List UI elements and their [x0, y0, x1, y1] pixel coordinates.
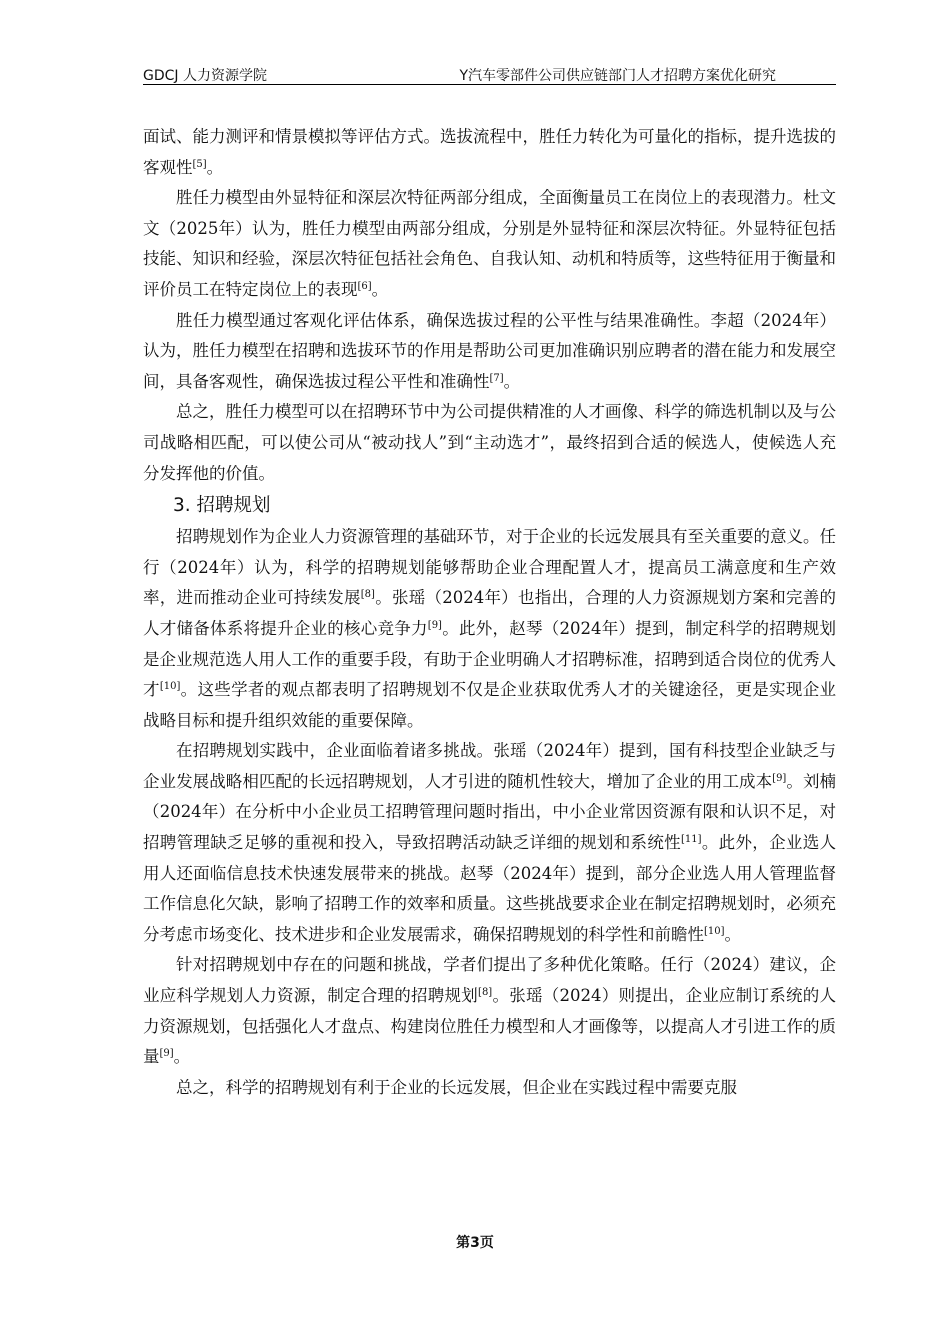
citation-ref: [6]: [357, 280, 372, 292]
citation-ref: [10]: [704, 925, 725, 937]
paragraph: [143, 183, 836, 305]
text-segment: 。这些学者的观点都表明了招聘规划不仅是企业获取优秀人才的关键途径，更是实现企业战略目标和提升组织效能的重要保障。: [143, 680, 837, 730]
citation-ref: [8]: [360, 589, 375, 601]
paragraph: [143, 522, 836, 736]
running-header: [143, 62, 836, 85]
page-number: 第3页: [456, 1235, 494, 1251]
text-segment: 。: [724, 924, 742, 944]
text-segment: 总之，胜任力模型可以在招聘环节中为公司提供精准的人才画像、科学的筛选机制以及与公司战略相匹配，可以使公司从“被动找人”到“主动选才”，最终招到合适的候选人，使候选人充分发挥他的价值。: [143, 402, 836, 483]
section-competency: [143, 122, 836, 489]
paragraph: [143, 397, 836, 489]
text-segment: 胜任力模型由外显特征和深层次特征两部分组成，全面衡量员工在岗位上的表现潜力。杜文文（2025年）认为，胜任力模型由两部分组成，分别是外显特征和深层次特征。外显特征包括技能、知识和经验，深层次特征包括社会角色、自我认知、动机和特质等，这些特征用于衡量和评价员工在特定岗位上的表现: [143, 188, 836, 299]
paragraph: [143, 736, 836, 950]
citation-ref: [9]: [159, 1048, 174, 1060]
section-recruitment-planning: [143, 522, 836, 1103]
text-segment: 面试、能力测评和情景模拟等评估方式。选拔流程中，胜任力转化为可量化的指标，提升选拔的客观性: [143, 127, 836, 177]
paragraph: [143, 306, 836, 398]
paragraph: [143, 122, 836, 183]
text-segment: 。: [503, 371, 521, 391]
text-segment: 。张瑶（2024）则提出，企业应制订系统的人力资源规划，包括强化人才盘点、构建岗位胜任力模型和人才画像等，以提高人才引进工作的质量: [143, 986, 836, 1067]
citation-ref: [9]: [427, 619, 442, 631]
citation-ref: [9]: [772, 772, 787, 784]
text-segment: 。: [173, 1047, 191, 1067]
text-segment: 。: [371, 279, 389, 299]
text-segment: 在招聘规划实践中，企业面临着诸多挑战。张瑶（2024年）提到，国有科技型企业缺乏与企业发展战略相匹配的长远招聘规划，人才引进的随机性较大，增加了企业的用工成本: [143, 741, 836, 791]
text-segment: 胜任力模型通过客观化评估体系，确保选拔过程的公平性与结果准确性。李超（2024年）认为，胜任力模型在招聘和选拔环节的作用是帮助公司更加准确识别应聘者的潜在能力和发展空间，具备客观性，确保选拔过程公平性和准确性: [143, 310, 836, 391]
citation-ref: [5]: [192, 158, 207, 170]
text-segment: 总之，科学的招聘规划有利于企业的长远发展，但企业在实践过程中需要克服: [176, 1077, 737, 1097]
header-thesis-title: Y汽车零部件公司供应链部门人才招聘方案优化研究: [459, 68, 776, 84]
section-heading: 3. 招聘规划: [173, 495, 271, 517]
citation-ref: [10]: [159, 681, 181, 693]
citation-ref: [8]: [478, 987, 493, 999]
text-segment: 。此外，企业选人用人还面临信息技术快速发展带来的挑战。赵琴（2024年）提到，部分企业选人用人管理监督工作信息化欠缺，影响了招聘工作的效率和质量。这些挑战要求企业在制定招聘规划时，必须充分考虑市场变化、技术进步和企业发展需求，确保招聘规划的科学性和前瞻性: [143, 833, 837, 944]
text-segment: 招聘规划作为企业人力资源管理的基础环节，对于企业的长远发展具有至关重要的意义。任行（2024年）认为，科学的招聘规划能够帮助企业合理配置人才，提高员工满意度和生产效率，进而推动企业可持续发展: [143, 527, 836, 608]
paragraph: [143, 950, 836, 1072]
paragraph: [143, 1073, 836, 1104]
citation-ref: [7]: [489, 372, 504, 384]
body-text: [143, 122, 836, 1103]
citation-ref: [11]: [680, 834, 702, 846]
text-segment: 针对招聘规划中存在的问题和挑战，学者们提出了多种优化策略。任行（2024）建议，企业应科学规划人力资源，制定合理的招聘规划: [143, 955, 836, 1006]
header-institution: GDCJ 人力资源学院: [143, 68, 267, 84]
text-segment: 。此外，赵琴（2024年）提到，制定科学的招聘规划是企业规范选人用人工作的重要手段，有助于企业明确人才招聘标准，招聘到适合岗位的优秀人才: [143, 618, 837, 700]
text-segment: 。: [206, 157, 224, 177]
text-segment: 。刘楠（2024年）在分析中小企业员工招聘管理问题时指出，中小企业常因资源有限和认识不足，对招聘管理缺乏足够的重视和投入，导致招聘活动缺乏详细的规划和系统性: [143, 771, 837, 853]
text-segment: 。张瑶（2024年）也指出，合理的人力资源规划方案和完善的人才储备体系将提升企业的核心竞争力: [143, 588, 836, 638]
